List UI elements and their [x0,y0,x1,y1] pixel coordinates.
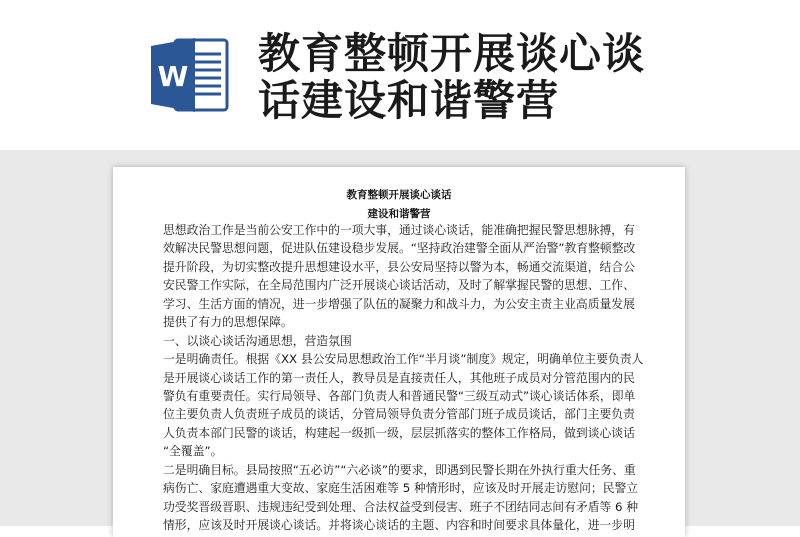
document-title: 教育整顿开展谈心谈话 [346,189,452,201]
body-line: 安民警工作实际，在全局范围内广泛开展谈心谈话活动，及时了解掌握民警的思想、工作、 [163,278,635,293]
body-line: 功受奖晋级晋职、违规违纪受到处理、合法权益受到侵害、班子不团结同志间有矛盾等 6 种 [163,499,639,514]
body-line: 提供了有力的思想保障。 [163,315,293,330]
banner-title [258,30,778,124]
body-line: 一是明确责任。根据《XX 县公安局思想政治工作“半月谈”制度》规定，明确单位主要负责人 [163,352,644,367]
document-body [163,221,644,534]
word-icon-letter: W [157,60,189,93]
word-icon [149,34,231,116]
section-heading: 一、以谈心谈话沟通思想，营造氛围 [163,333,352,348]
document-subtitle: 建设和谐警营 [367,208,431,220]
document-page [113,167,685,537]
body-line: 是开展谈心谈话工作的第一责任人，教导员是直接责任人，其他班子成员对分管范围内的民 [163,370,635,385]
banner-title-line-1: 教育整顿开展谈心谈 [258,29,646,78]
body-line: 思想政治工作是当前公安工作中的一项大事，通过谈心谈话，能准确把握民警思想脉搏，有 [163,223,635,237]
body-line: 人负责本部门民警的谈话，构建起一级抓一级，层层抓落实的整体工作格局，做到谈心谈话 [163,425,635,440]
body-line: 情形，应该及时开展谈心谈话。并将谈心谈话的主题、内容和时间要求具体量化，进一步明 [163,518,635,532]
body-line: 学习、生活方面的情况，进一步增强了队伍的凝聚力和战斗力，为公安主责主业高质量发展 [163,296,635,311]
banner-title-line-2: 话建设和谐警营 [258,76,560,125]
body-line: 警负有重要责任。实行局领导、各部门负责人和普通民警“三级互动式”谈心谈话体系，即单 [163,388,636,403]
body-line: 提升阶段，为切实整改提升思想建设水平，县公安局坚持以警为本，畅通交流渠道，结合公 [163,259,635,274]
body-line: 效解决民警思想问题，促进队伍建设稳步发展。“坚持政治建警全面从严治警”教育整顿整改 [163,241,636,256]
body-line: 位主要负责人负责班子成员的谈话，分管局领导负责分管部门班子成员谈话，部门主要负责 [163,407,635,422]
body-line: “全覆盖”。 [163,444,223,459]
body-line: 病伤亡、家庭遭遇重大变故、家庭生活困难等 5 种情形时，应该及时开展走访慰问；民警立 [163,481,639,496]
banner-header [0,0,800,170]
body-line: 二是明确目标。县局按照“五必访”“六必谈”的要求，即遇到民警长期在外执行重大任务、重 [163,462,636,477]
